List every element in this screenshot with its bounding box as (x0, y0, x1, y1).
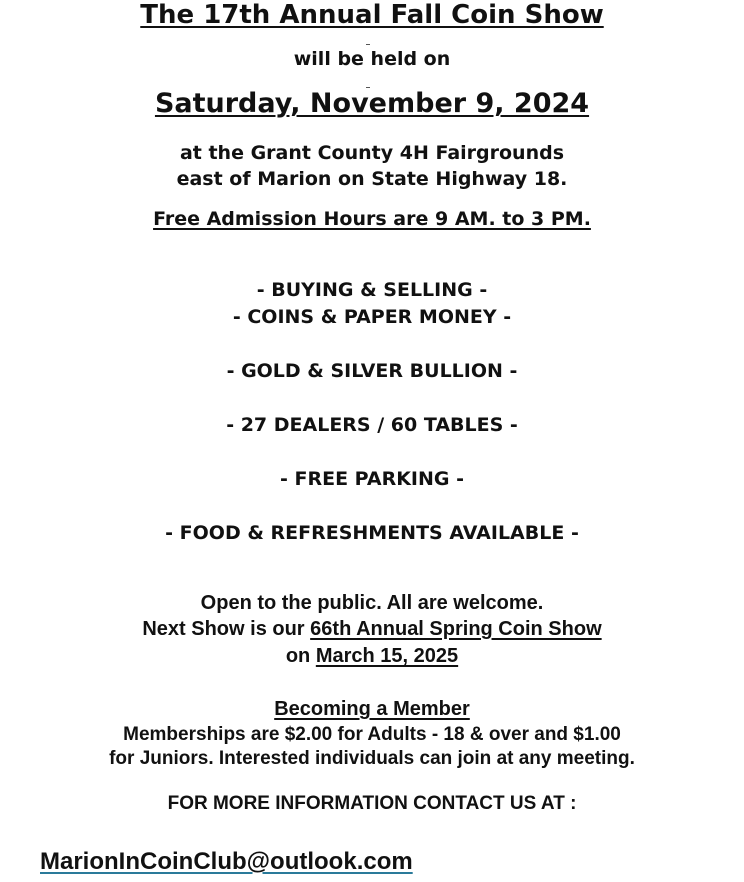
next-date-prefix: on (285, 645, 316, 667)
feature-bullion: - GOLD & SILVER BULLION - (226, 360, 518, 382)
stray-mark (366, 44, 370, 45)
show-title: The 17th Annual Fall Coin Show (140, 0, 604, 30)
next-show-date: March 15, 2025 (315, 645, 459, 667)
admission-hours: Free Admission Hours are 9 AM. to 3 PM. (153, 208, 591, 230)
welcome-text: Open to the public. All are welcome. (200, 592, 544, 614)
location-line-2: east of Marion on State Highway 18. (176, 168, 568, 190)
location-line-1: at the Grant County 4H Fairgrounds (179, 142, 565, 164)
next-date-line (0, 645, 744, 668)
show-date: Saturday, November 9, 2024 (154, 88, 590, 119)
next-show-prefix: Next Show is our (142, 618, 311, 640)
feature-coins-paper: - COINS & PAPER MONEY - (232, 306, 512, 328)
feature-buying-selling: - BUYING & SELLING - (256, 279, 488, 301)
next-show-name: 66th Annual Spring Coin Show (310, 618, 602, 640)
membership-line-1: Memberships are $2.00 for Adults - 18 & over and $1.00 (123, 724, 621, 745)
next-show-line (0, 618, 744, 641)
contact-email-link[interactable]: MarionInCoinClub@outlook.com (40, 848, 413, 875)
membership-line-2: for Juniors. Interested individuals can join at any meeting. (109, 748, 635, 769)
feature-food: - FOOD & REFRESHMENTS AVAILABLE - (165, 522, 579, 544)
feature-parking: - FREE PARKING - (280, 468, 464, 490)
held-on-text: will be held on (293, 48, 451, 70)
feature-dealers-tables: - 27 DEALERS / 60 TABLES - (226, 414, 518, 436)
membership-heading: Becoming a Member (274, 698, 470, 720)
contact-label: FOR MORE INFORMATION CONTACT US AT : (167, 793, 577, 814)
